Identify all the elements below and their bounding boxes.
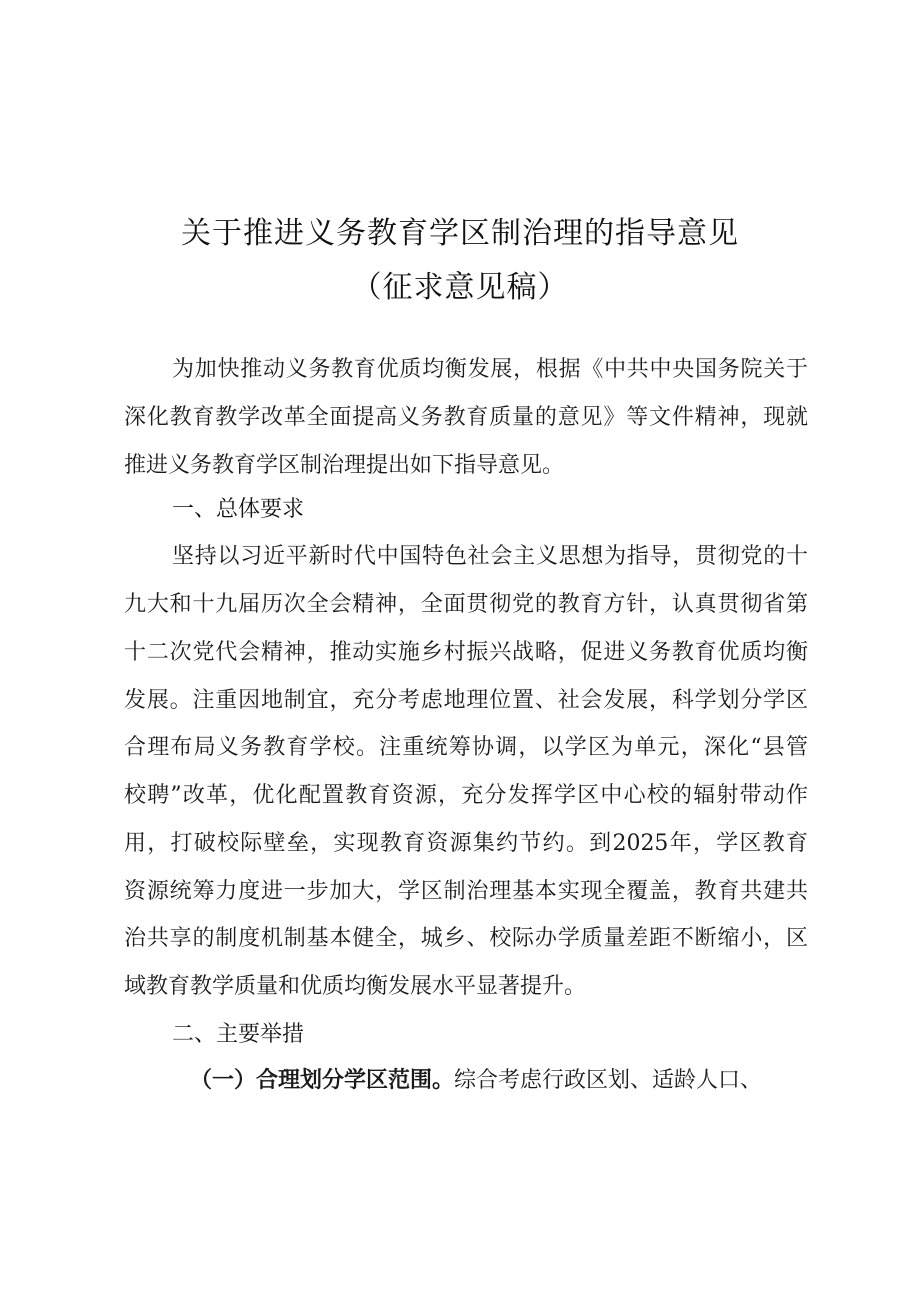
paragraph-line: 推进义务教育学区制治理提出如下指导意见。: [124, 453, 565, 478]
paragraph-line: 合理布局义务教育学校。注重统筹协调，以学区为单元，深化“县管: [124, 735, 808, 760]
subsection-text: 综合考虑行政区划、适龄人口、: [454, 1068, 763, 1093]
paragraph-line: 九大和十九届历次全会精神，全面贯彻党的教育方针，认真贯彻省第: [124, 592, 808, 617]
document-subtitle: （征求意见稿）: [351, 270, 569, 305]
paragraph-line: 为加快推动义务教育优质均衡发展，根据《中共中央国务院关于: [172, 357, 808, 382]
paragraph-line: 发展。注重因地制宜，充分考虑地理位置、社会发展，科学划分学区: [124, 688, 808, 713]
subsection-title: （一）合理划分学区范围。: [190, 1068, 455, 1093]
paragraph-line: 资源统筹力度进一步加大，学区制治理基本实现全覆盖，教育共建共: [124, 879, 808, 904]
paragraph-line: 校聘”改革，优化配置教育资源，充分发挥学区中心校的辐射带动作: [124, 783, 808, 808]
paragraph-line: 坚持以习近平新时代中国特色社会主义思想为指导，贯彻党的十: [172, 544, 808, 569]
paragraph-line: 深化教育教学改革全面提高义务教育质量的意见》等文件精神，现就: [124, 405, 808, 430]
paragraph-line: 域教育教学质量和优质均衡发展水平显著提升。: [124, 974, 587, 999]
paragraph-line: 治共享的制度机制基本健全，城乡、校际办学质量差距不断缩小，区: [124, 926, 808, 951]
document-title: 关于推进义务教育学区制治理的指导意见: [181, 216, 739, 251]
paragraph-line: 用，打破校际壁垒，实现教育资源集约节约。到2025年，学区教育: [124, 831, 808, 856]
section-heading-2: 二、主要举措: [172, 1022, 305, 1047]
paragraph-line: 十二次党代会精神，推动实施乡村振兴战略，促进义务教育优质均衡: [124, 640, 808, 665]
section-heading-1: 一、总体要求: [172, 497, 305, 522]
subsection-line: [190, 1064, 808, 1096]
